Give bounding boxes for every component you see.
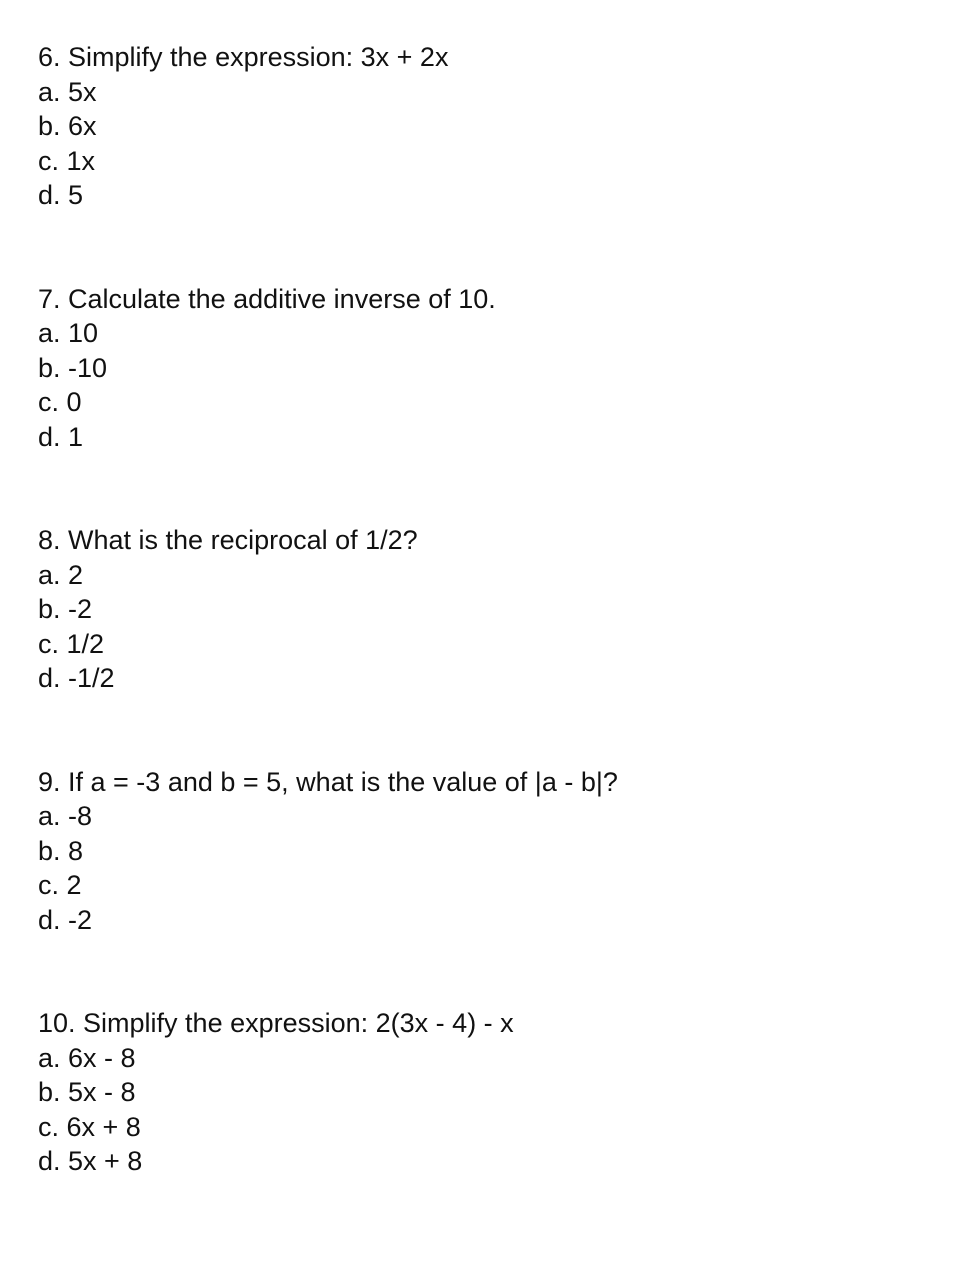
question-prompt: 6. Simplify the expression: 3x + 2x [38, 42, 449, 72]
option-d: d. 5x + 8 [38, 1146, 143, 1176]
option-b: b. 6x [38, 111, 97, 141]
option-d: d. -1/2 [38, 663, 115, 693]
option-c: c. 1x [38, 145, 96, 176]
option-a: a. 2 [38, 559, 84, 590]
option-a: a. 10 [38, 318, 99, 348]
question-7 [38, 282, 938, 455]
option-d: d. -2 [38, 904, 93, 935]
option-list [38, 1041, 938, 1179]
question-8 [38, 523, 938, 696]
option-d: d. 1 [38, 421, 84, 452]
option-a: a. 6x - 8 [38, 1042, 136, 1073]
question-9 [38, 765, 938, 938]
option-list [38, 75, 938, 213]
question-6 [38, 40, 938, 213]
question-prompt: 9. If a = -3 and b = 5, what is the value of |a - b|? [38, 766, 618, 797]
question-prompt: 7. Calculate the additive inverse of 10. [38, 283, 496, 314]
option-d: d. 5 [38, 180, 84, 210]
question-prompt: 10. Simplify the expression: 2(3x - 4) - x [38, 1008, 514, 1038]
option-a: a. 5x [38, 76, 97, 107]
option-a: a. -8 [38, 801, 93, 831]
option-b: b. 5x - 8 [38, 1077, 136, 1107]
question-10 [38, 1006, 938, 1179]
document-page [38, 40, 938, 1179]
option-c: c. 6x + 8 [38, 1111, 141, 1142]
option-b: b. -2 [38, 594, 93, 624]
option-c: c. 2 [38, 870, 82, 900]
option-list [38, 558, 938, 696]
option-c: c. 0 [38, 387, 82, 417]
option-list [38, 799, 938, 937]
option-b: b. 8 [38, 835, 84, 866]
question-prompt: 8. What is the reciprocal of 1/2? [38, 525, 418, 555]
option-c: c. 1/2 [38, 628, 105, 659]
option-b: b. -10 [38, 352, 108, 383]
option-list [38, 316, 938, 454]
